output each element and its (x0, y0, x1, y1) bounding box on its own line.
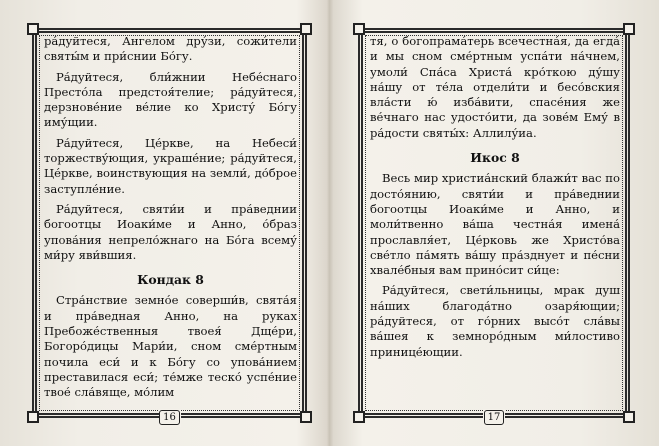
paragraph: ра́дуйтеся, Ангелом дру́зи, сожи́тели святы́м и при́снии Бо́гу. (44, 34, 297, 64)
border-corner-ornament (300, 411, 312, 423)
paragraph: Ра́дуйтеся, святи́и и пра́веднии богоотцы Иоаки́ме и Анно, о́браз упова́ния непрело́жнаго на Бо́га всему́ ми́ру яви́вшия. (44, 201, 297, 262)
paragraph: Ра́дуйтеся, свети́льницы, мрак душ на́ших благода́тно озаря́ющии; ра́дуйтеся, от го́рних высо́т сла́вы ва́шея к земноро́дным ми́лостиво принице́ющии. (370, 283, 620, 359)
right-page-text (370, 34, 620, 365)
border-corner-ornament (27, 411, 39, 423)
border-corner-ornament (623, 411, 635, 423)
border-corner-ornament (27, 23, 39, 35)
border-corner-ornament (300, 23, 312, 35)
page-number-label: 16 (159, 410, 180, 425)
border-corner-ornament (353, 411, 365, 423)
paragraph: Ра́дуйтеся, бли́жнии Небе́снаго Престо́ла предстоя́телие; ра́дуйтеся, дерзнове́ние ве́лие ко Христу́ Бо́гу иму́щии. (44, 69, 297, 130)
section-heading: Икос 8 (470, 150, 520, 166)
paragraph: Весь мир христиа́нский блажи́т вас по досто́янию, святи́и и пра́веднии богоотцы Иоаки́ме и Анно, и моли́твенно ва́ша честна́я имена́ прославля́ет, Це́рковь же Христо́ва све́тло па́мять ва́шу пра́зднует и пе́сни хвале́бныя вам прино́сит си́це: (370, 171, 620, 278)
paragraph: Ра́дуйтеся, Це́ркве, на Небеси́ торжеству́ющия, украше́ние; ра́дуйтеся, Це́ркве, воинствующия на земли́, до́брое заступле́ние. (44, 135, 297, 196)
right-page (358, 28, 630, 423)
left-page-text (44, 34, 297, 406)
paragraph: Стра́нствие земно́е соверши́в, свята́я и пра́ведная Анно, на руках Пребоже́ственныя твоея́ Дще́ри, Богоро́дицы Мари́и, сном сме́ртным почила еси́ и к Бо́гу со упова́нием преставилася еси́; те́мже теско́ успе́ние твое́ сла́вяще, мо́лим (44, 293, 297, 400)
page-number-label: 17 (484, 410, 505, 425)
paragraph: тя, о богопрама́терь всечестна́я, да егда́ и мы сном сме́ртным успа́ти на́чнем, умоли́ Спа́са Христа́ кро́ткою ду́шу на́шу от те́ла отдели́ти и бесо́вския вла́сти ю́ изба́вити, спасе́ния же ве́чнаго нас удосто́ити, да зове́м Ему́ в ра́дости святы́х: Аллилу́иа. (370, 34, 620, 140)
page-number (483, 409, 505, 427)
border-corner-ornament (623, 23, 635, 35)
border-corner-ornament (353, 23, 365, 35)
section-heading: Кондак 8 (137, 272, 204, 288)
left-page (32, 28, 307, 423)
page-number (159, 409, 181, 427)
